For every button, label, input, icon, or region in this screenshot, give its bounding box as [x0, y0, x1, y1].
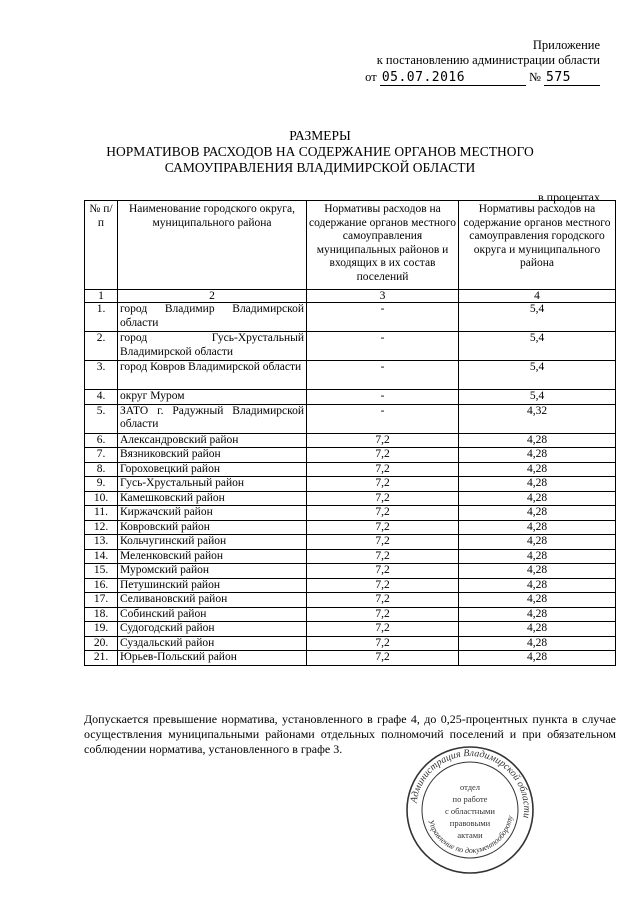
official-stamp [405, 745, 535, 875]
row-number: 17. [85, 593, 118, 608]
row-settlements-norm: - [307, 390, 459, 405]
row-name: Александровский район [118, 433, 307, 448]
row-district-norm: 4,28 [459, 520, 616, 535]
row-district-norm: 4,28 [459, 491, 616, 506]
row-name: Муромский район [118, 564, 307, 579]
appendix-label: Приложение [532, 38, 600, 52]
table-row [85, 491, 616, 506]
row-settlements-norm: - [307, 404, 459, 433]
stamp-center-line: правовыми [449, 818, 491, 828]
number-prefix: № [528, 70, 541, 84]
row-settlements-norm: 7,2 [307, 462, 459, 477]
row-settlements-norm: - [307, 361, 459, 390]
units-label: в процентах [538, 190, 600, 204]
table-row [85, 564, 616, 579]
row-number: 12. [85, 520, 118, 535]
row-district-norm: 4,28 [459, 622, 616, 637]
row-district-norm: 5,4 [459, 361, 616, 390]
title-line-1: РАЗМЕРЫ [289, 128, 351, 143]
column-number: 2 [118, 290, 307, 303]
row-name: Гороховецкий район [118, 462, 307, 477]
table-row [85, 433, 616, 448]
table-row [85, 636, 616, 651]
row-name: Меленковский район [118, 549, 307, 564]
row-settlements-norm: 7,2 [307, 520, 459, 535]
row-number: 9. [85, 477, 118, 492]
document-header [340, 38, 600, 86]
title-line-2: НОРМАТИВОВ РАСХОДОВ НА СОДЕРЖАНИЕ ОРГАНОВ МЕСТНОГО [106, 144, 534, 159]
table-row [85, 332, 616, 361]
row-number: 14. [85, 549, 118, 564]
row-name: Петушинский район [118, 578, 307, 593]
row-number: 13. [85, 535, 118, 550]
row-name: город Владимир Владимирской области [118, 303, 307, 332]
table-row [85, 651, 616, 666]
row-number: 8. [85, 462, 118, 477]
row-name: город Ковров Владимирской области [118, 361, 307, 390]
resolution-reference: к постановлению администрации области [376, 53, 600, 67]
table-row [85, 520, 616, 535]
column-number: 4 [459, 290, 616, 303]
row-number: 5. [85, 404, 118, 433]
stamp-center-line: отдел [459, 782, 481, 792]
row-name: Суздальский район [118, 636, 307, 651]
table-row [85, 477, 616, 492]
stamp-ring-text: Администрация Владимирской области [408, 747, 533, 819]
document-title [0, 128, 640, 176]
row-number: 16. [85, 578, 118, 593]
title-line-3: САМОУПРАВЛЕНИЯ ВЛАДИМИРСКОЙ ОБЛАСТИ [164, 160, 476, 175]
header-name: Наименование городского округа, муниципального района [118, 201, 307, 290]
row-name: ЗАТО г. Радужный Владимирской области [118, 404, 307, 433]
row-district-norm: 4,28 [459, 593, 616, 608]
table-row [85, 535, 616, 550]
row-settlements-norm: 7,2 [307, 535, 459, 550]
row-number: 15. [85, 564, 118, 579]
row-district-norm: 4,28 [459, 607, 616, 622]
row-district-norm: 4,28 [459, 506, 616, 521]
row-settlements-norm: 7,2 [307, 448, 459, 463]
stamp-center-line: по работе [452, 794, 488, 804]
header-number: № п/п [85, 201, 118, 290]
row-name: город Гусь-Хрустальный Владимирской области [118, 332, 307, 361]
row-district-norm: 4,28 [459, 433, 616, 448]
row-number: 1. [85, 303, 118, 332]
row-settlements-norm: 7,2 [307, 491, 459, 506]
row-number: 10. [85, 491, 118, 506]
row-settlements-norm: 7,2 [307, 651, 459, 666]
stamp-ring-text-lower: Управление по документообороту [426, 814, 515, 856]
row-number: 19. [85, 622, 118, 637]
row-number: 6. [85, 433, 118, 448]
row-district-norm: 5,4 [459, 303, 616, 332]
row-name: Камешковский район [118, 491, 307, 506]
date-number-line [340, 70, 600, 86]
row-settlements-norm: 7,2 [307, 477, 459, 492]
row-settlements-norm: 7,2 [307, 506, 459, 521]
row-name: Кольчугинский район [118, 535, 307, 550]
table-row [85, 607, 616, 622]
table-row [85, 549, 616, 564]
row-settlements-norm: 7,2 [307, 593, 459, 608]
row-name: округ Муром [118, 390, 307, 405]
table-row [85, 390, 616, 405]
row-settlements-norm: 7,2 [307, 433, 459, 448]
date-value: 05.07.2016 [380, 70, 526, 86]
row-district-norm: 4,28 [459, 564, 616, 579]
stamp-center-text [445, 782, 495, 840]
row-settlements-norm: 7,2 [307, 607, 459, 622]
row-number: 3. [85, 361, 118, 390]
row-name: Киржачский район [118, 506, 307, 521]
row-district-norm: 4,28 [459, 578, 616, 593]
row-name: Юрьев-Польский район [118, 651, 307, 666]
table-row [85, 448, 616, 463]
row-settlements-norm: 7,2 [307, 564, 459, 579]
row-name: Собинский район [118, 607, 307, 622]
row-number: 18. [85, 607, 118, 622]
norms-table [84, 200, 616, 666]
row-district-norm: 4,28 [459, 477, 616, 492]
row-number: 7. [85, 448, 118, 463]
table-row [85, 578, 616, 593]
date-prefix: от [365, 70, 377, 84]
row-number: 20. [85, 636, 118, 651]
table-row [85, 622, 616, 637]
column-number: 3 [307, 290, 459, 303]
row-settlements-norm: - [307, 332, 459, 361]
row-district-norm: 4,28 [459, 549, 616, 564]
row-district-norm: 4,28 [459, 636, 616, 651]
column-number: 1 [85, 290, 118, 303]
table-row [85, 361, 616, 390]
row-district-norm: 4,28 [459, 448, 616, 463]
header-district-norm: Нормативы расходов на содержание органов местного самоуправления городского округа и муниципального района [459, 201, 616, 290]
table-row [85, 506, 616, 521]
row-settlements-norm: 7,2 [307, 578, 459, 593]
row-district-norm: 4,28 [459, 651, 616, 666]
row-name: Вязниковский район [118, 448, 307, 463]
row-number: 11. [85, 506, 118, 521]
row-name: Судогодский район [118, 622, 307, 637]
row-settlements-norm: - [307, 303, 459, 332]
row-name: Гусь-Хрустальный район [118, 477, 307, 492]
row-settlements-norm: 7,2 [307, 549, 459, 564]
header-settlements-norm: Нормативы расходов на содержание органов местного самоуправления муниципальных районов и входящих в их состав поселений [307, 201, 459, 290]
row-settlements-norm: 7,2 [307, 636, 459, 651]
table-row [85, 462, 616, 477]
table-header-row [85, 201, 616, 290]
column-numbers-row [85, 290, 616, 303]
table-row [85, 303, 616, 332]
row-district-norm: 4,28 [459, 535, 616, 550]
row-settlements-norm: 7,2 [307, 622, 459, 637]
stamp-center-line: с областными [445, 806, 495, 816]
table-row [85, 404, 616, 433]
stamp-center-line: актами [457, 830, 483, 840]
row-number: 4. [85, 390, 118, 405]
row-district-norm: 5,4 [459, 390, 616, 405]
row-district-norm: 4,28 [459, 462, 616, 477]
footnote: Допускается превышение норматива, установленного в графе 4, до 0,25-процентных пункта в случае осуществления муниципальными районами отдельных полномочий поселений и при обязательном соблюдении норматива, установленного в графе 3. [84, 712, 616, 756]
row-district-norm: 4,32 [459, 404, 616, 433]
number-value: 575 [544, 70, 600, 86]
row-number: 2. [85, 332, 118, 361]
row-district-norm: 5,4 [459, 332, 616, 361]
row-number: 21. [85, 651, 118, 666]
table-row [85, 593, 616, 608]
row-name: Ковровский район [118, 520, 307, 535]
row-name: Селивановский район [118, 593, 307, 608]
